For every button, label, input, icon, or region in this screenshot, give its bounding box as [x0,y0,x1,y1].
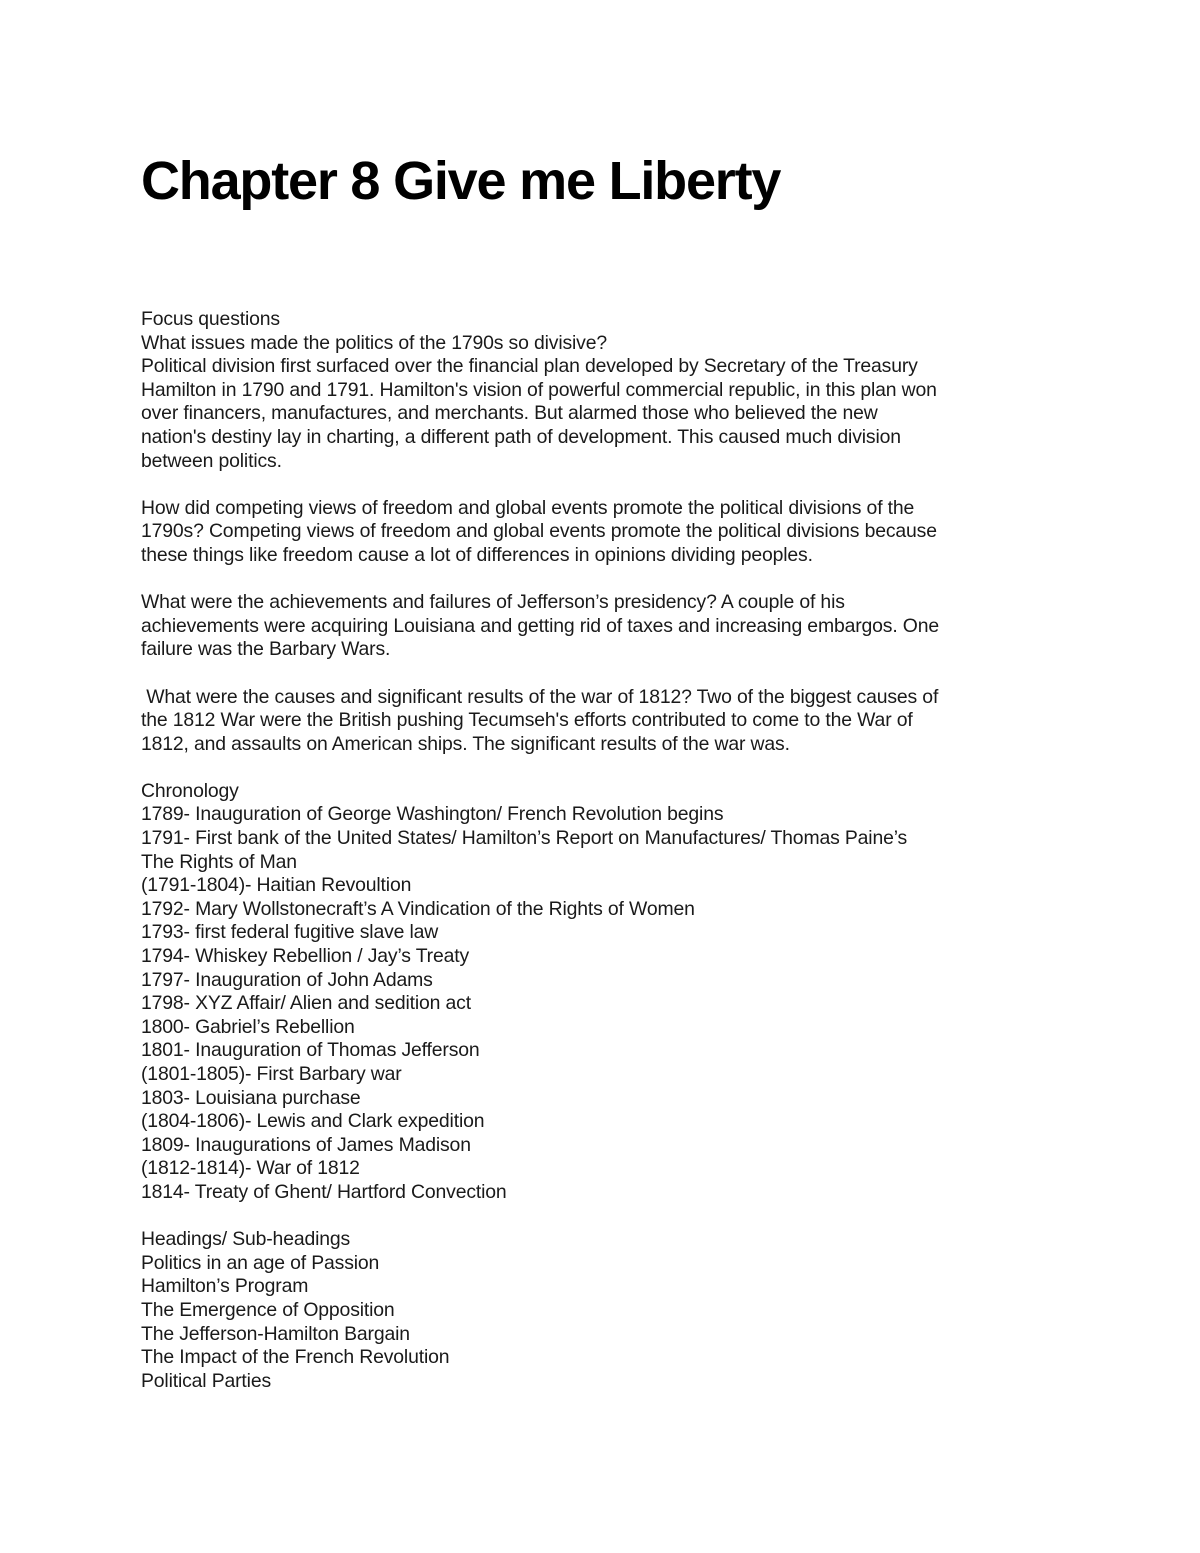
focus-question-4 [141,686,1071,757]
headings-section [141,1228,1071,1393]
focus-question-1 [141,332,1071,474]
paragraph-line: over financers, manufactures, and merchants. But alarmed those who believed the new [141,402,878,425]
headings-heading: Headings/ Sub-headings [141,1228,351,1251]
paragraph-line: these things like freedom cause a lot of differences in opinions dividing peoples. [141,543,813,566]
heading-item: The Jefferson-Hamilton Bargain [141,1322,410,1345]
chronology-item: (1801-1805)- First Barbary war [141,1063,402,1085]
paragraph-line: 1812, and assaults on American ships. The significant results of the war was. [141,732,790,755]
chronology-item: 1800- Gabriel’s Rebellion [141,1015,355,1038]
chronology-item: 1794- Whiskey Rebellion / Jay’s Treaty [141,945,470,968]
heading-item: Hamilton’s Program [141,1275,309,1298]
focus-question-2 [141,497,1071,568]
chronology-item: (1791-1804)- Haitian Revoultion [141,874,412,897]
paragraph-line: between politics. [141,449,282,472]
chronology-item: (1812-1814)- War of 1812 [141,1157,360,1180]
chronology-item: 1801- Inauguration of Thomas Jefferson [141,1039,480,1062]
paragraph-gap [141,568,1071,592]
paragraph-line: What were the causes and significant results of the war of 1812? Two of the biggest causes of [141,685,939,708]
heading-item: The Impact of the French Revolution [141,1346,450,1369]
chronology-item: 1803- Louisiana purchase [141,1086,361,1109]
focus-questions-heading: Focus questions [141,308,280,330]
chronology-heading: Chronology [141,779,239,802]
paragraph-line: What issues made the politics of the 1790s so divisive? [141,331,607,354]
chronology-item: 1809- Inaugurations of James Madison [141,1133,471,1156]
chronology-item: 1789- Inauguration of George Washington/ French Revolution begins [141,803,724,826]
paragraph-line: Political division first surfaced over the financial plan developed by Secretary of the Treasury [141,355,918,378]
paragraph-gap [141,756,1071,780]
chronology-item: 1792- Mary Wollstonecraft’s A Vindication of the Rights of Women [141,897,695,920]
chronology-item: 1791- First bank of the United States/ Hamilton’s Report on Manufactures/ Thomas Paine’s [141,827,908,850]
paragraph-line: How did competing views of freedom and global events promote the political divisions of the [141,496,915,519]
paragraph-line: the 1812 War were the British pushing Tecumseh's efforts contributed to come to the War of [141,709,913,732]
heading-item: Politics in an age of Passion [141,1251,380,1274]
chronology-item: The Rights of Man [141,850,297,873]
chronology-section [141,780,1071,1205]
chronology-item: 1814- Treaty of Ghent/ Hartford Convection [141,1180,507,1203]
heading-item: Political Parties [141,1369,272,1392]
paragraph-gap [141,1205,1071,1229]
page-title: Chapter 8 Give me Liberty [141,151,781,211]
paragraph-line: What were the achievements and failures of Jefferson’s presidency? A couple of his [141,591,845,614]
paragraph-line: 1790s? Competing views of freedom and global events promote the political divisions because [141,520,937,543]
chronology-item: 1797- Inauguration of John Adams [141,968,433,991]
document-body [141,308,1071,1393]
focus-question-3 [141,591,1071,662]
heading-item: The Emergence of Opposition [141,1298,395,1321]
paragraph-line: failure was the Barbary Wars. [141,638,391,661]
chronology-item: 1798- XYZ Affair/ Alien and sedition act [141,992,471,1015]
paragraph-line: nation's destiny lay in charting, a different path of development. This caused much division [141,425,901,448]
paragraph-gap [141,662,1071,686]
chronology-item: (1804-1806)- Lewis and Clark expedition [141,1110,485,1133]
paragraph-gap [141,473,1071,497]
paragraph-line: achievements were acquiring Louisiana and getting rid of taxes and increasing embargos. One [141,614,940,637]
paragraph-line: Hamilton in 1790 and 1791. Hamilton's vision of powerful commercial republic, in this plan won [141,378,937,401]
chronology-item: 1793- first federal fugitive slave law [141,921,439,944]
